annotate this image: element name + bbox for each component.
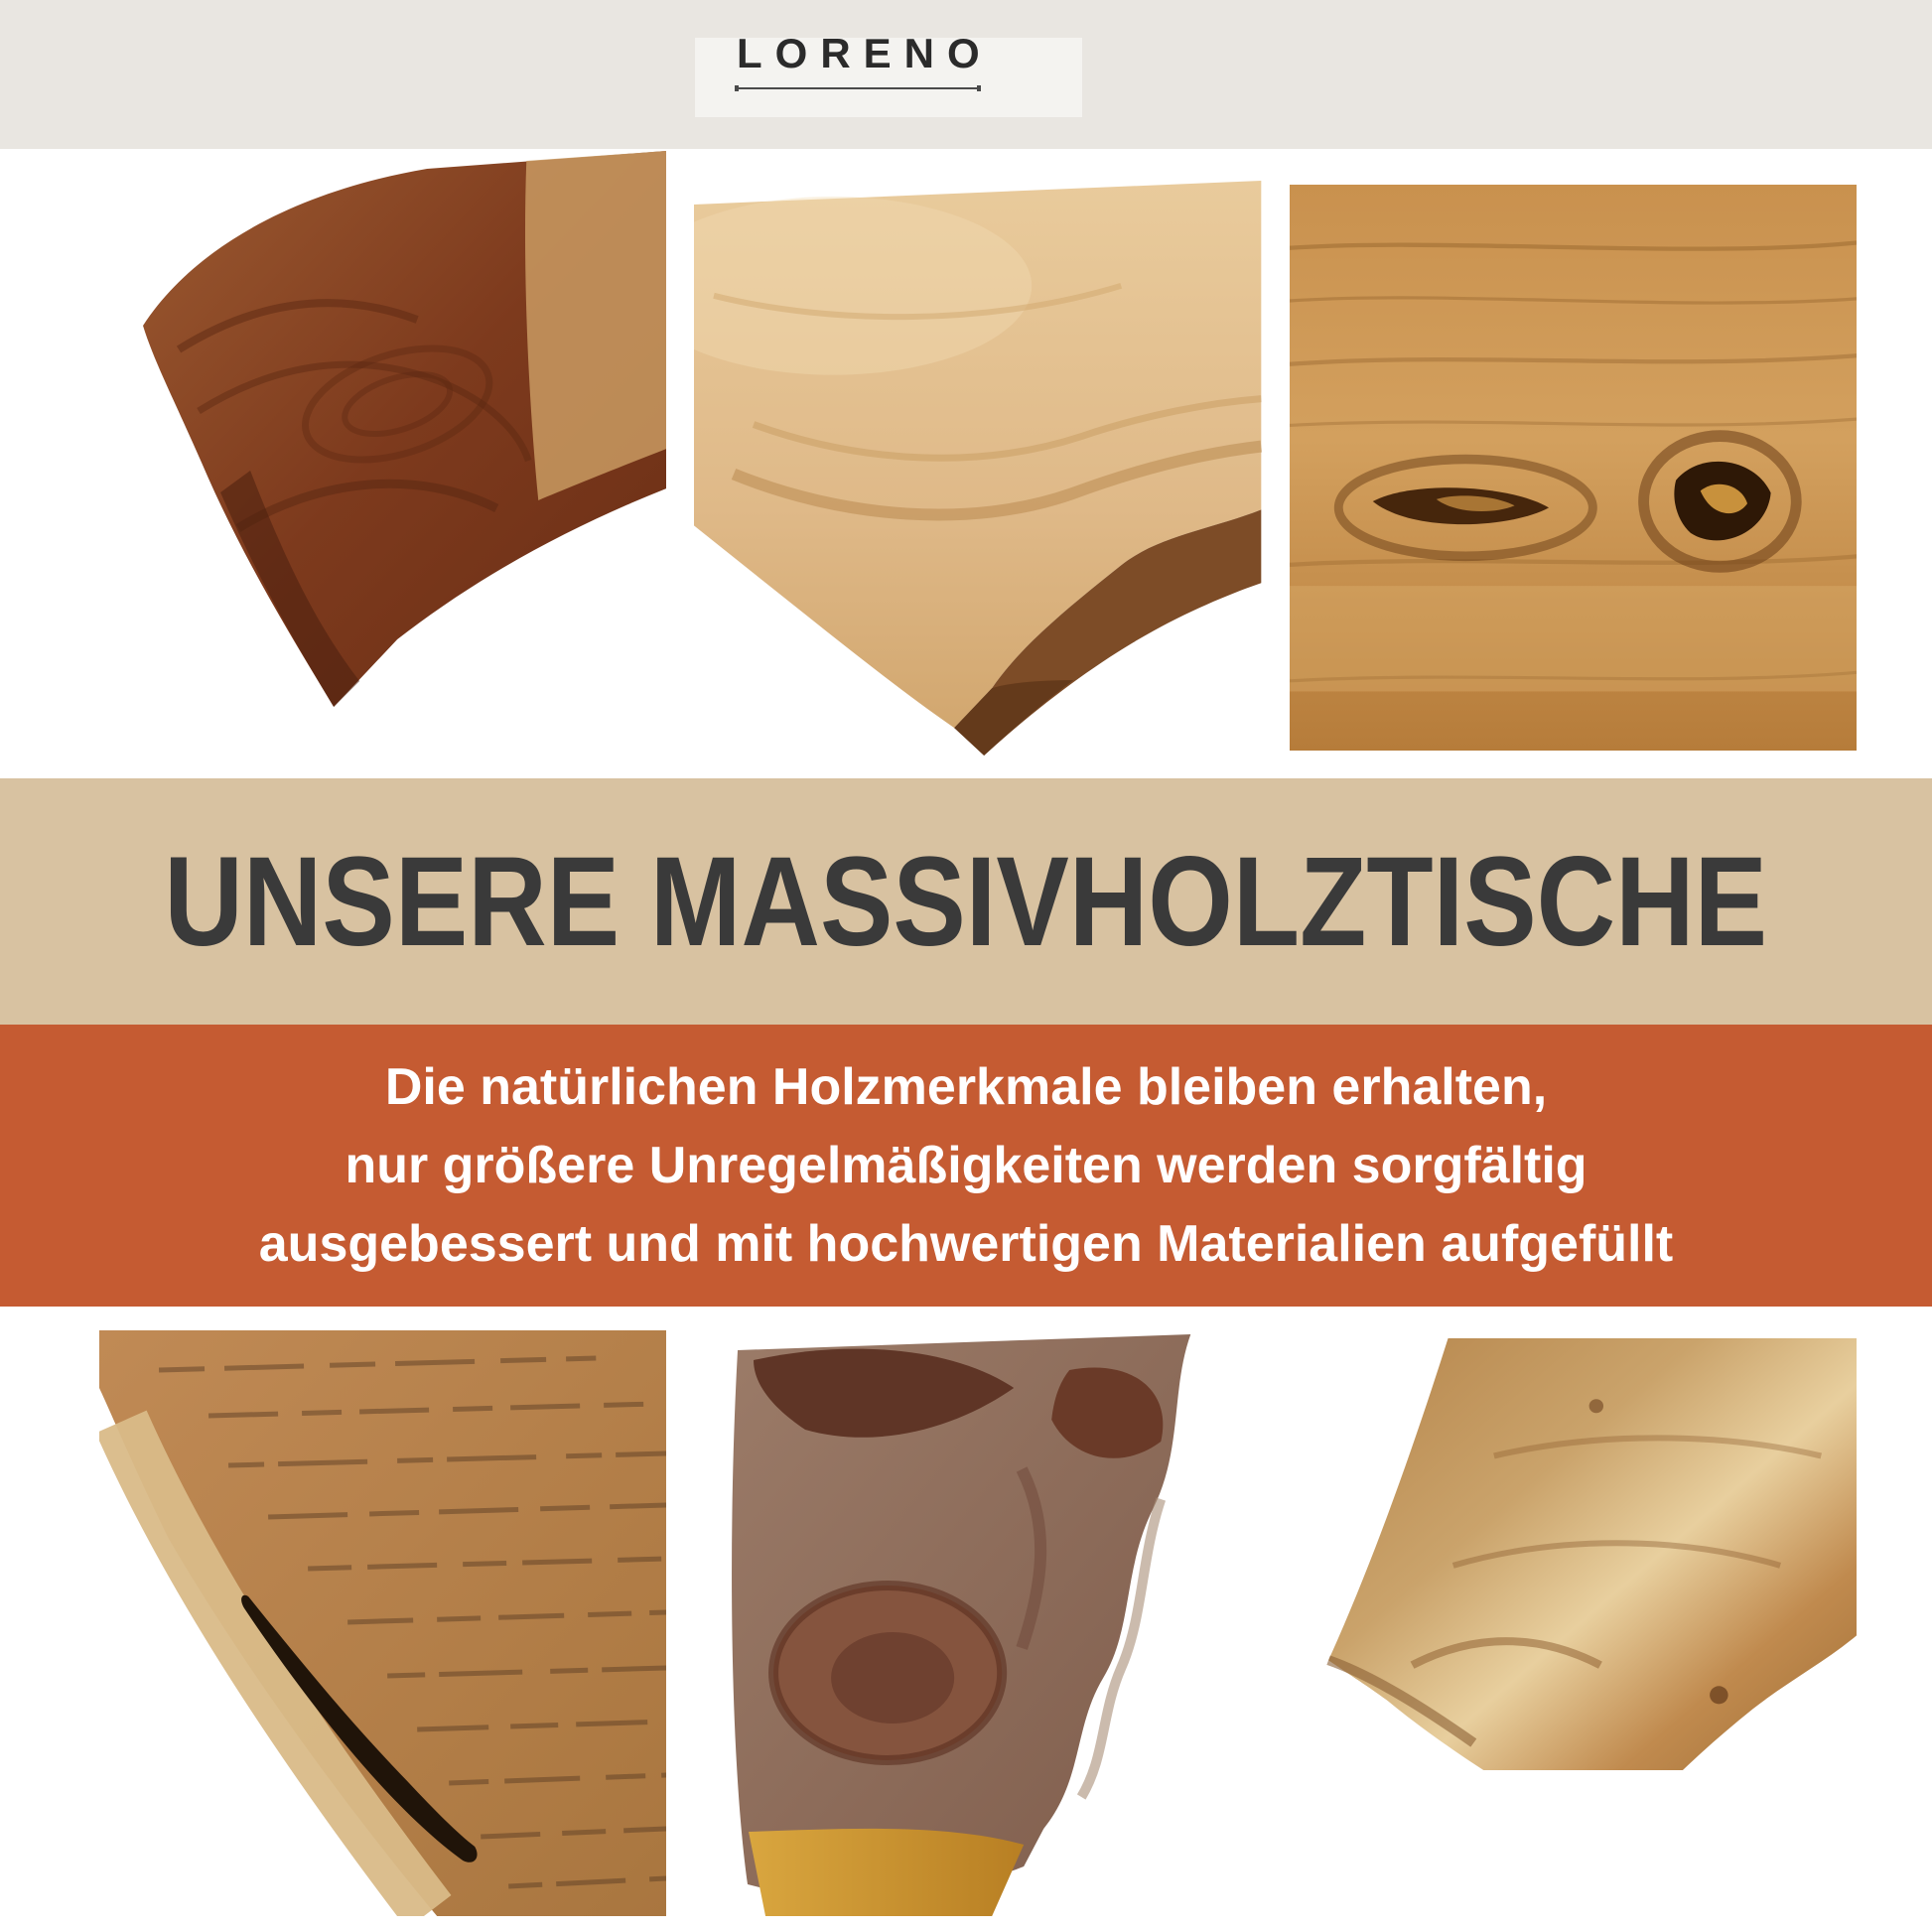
headline: UNSERE MASSIVHOLZTISCHE	[164, 830, 1768, 973]
photo-rosewood-slab-corner	[99, 151, 666, 766]
acacia-perspective-illustration	[1290, 1336, 1857, 1770]
brand-logo	[737, 30, 993, 89]
description-line-3: ausgebessert und mit hochwertigen Materialien aufgefüllt	[258, 1214, 1674, 1273]
caramel-plank-illustration	[1290, 185, 1857, 751]
description-line-2: nur größere Unregelmäßigkeiten werden sorgfältig	[345, 1136, 1587, 1194]
description-band	[0, 1025, 1932, 1307]
photo-acacia-live-edge	[694, 151, 1261, 766]
logo-underline	[737, 87, 979, 89]
title-band	[0, 778, 1932, 1025]
photo-sheesham-knot-corner	[694, 1330, 1261, 1916]
photo-acacia-top-perspective	[1290, 1330, 1857, 1916]
photo-caramel-plank-knots	[1290, 151, 1857, 766]
brand-name: LORENO	[737, 30, 993, 76]
acacia-live-edge-illustration	[694, 177, 1261, 766]
sheesham-corner-illustration	[694, 1330, 1261, 1916]
rosewood-slab-illustration	[99, 151, 666, 766]
gallery-top-row	[99, 151, 1857, 766]
photo-rough-sawn-edge	[99, 1330, 666, 1916]
rough-sawn-illustration	[99, 1330, 666, 1916]
brand-header	[0, 0, 1932, 149]
description-line-1: Die natürlichen Holzmerkmale bleiben erhalten,	[384, 1057, 1548, 1116]
gallery-bottom-row	[99, 1330, 1857, 1916]
